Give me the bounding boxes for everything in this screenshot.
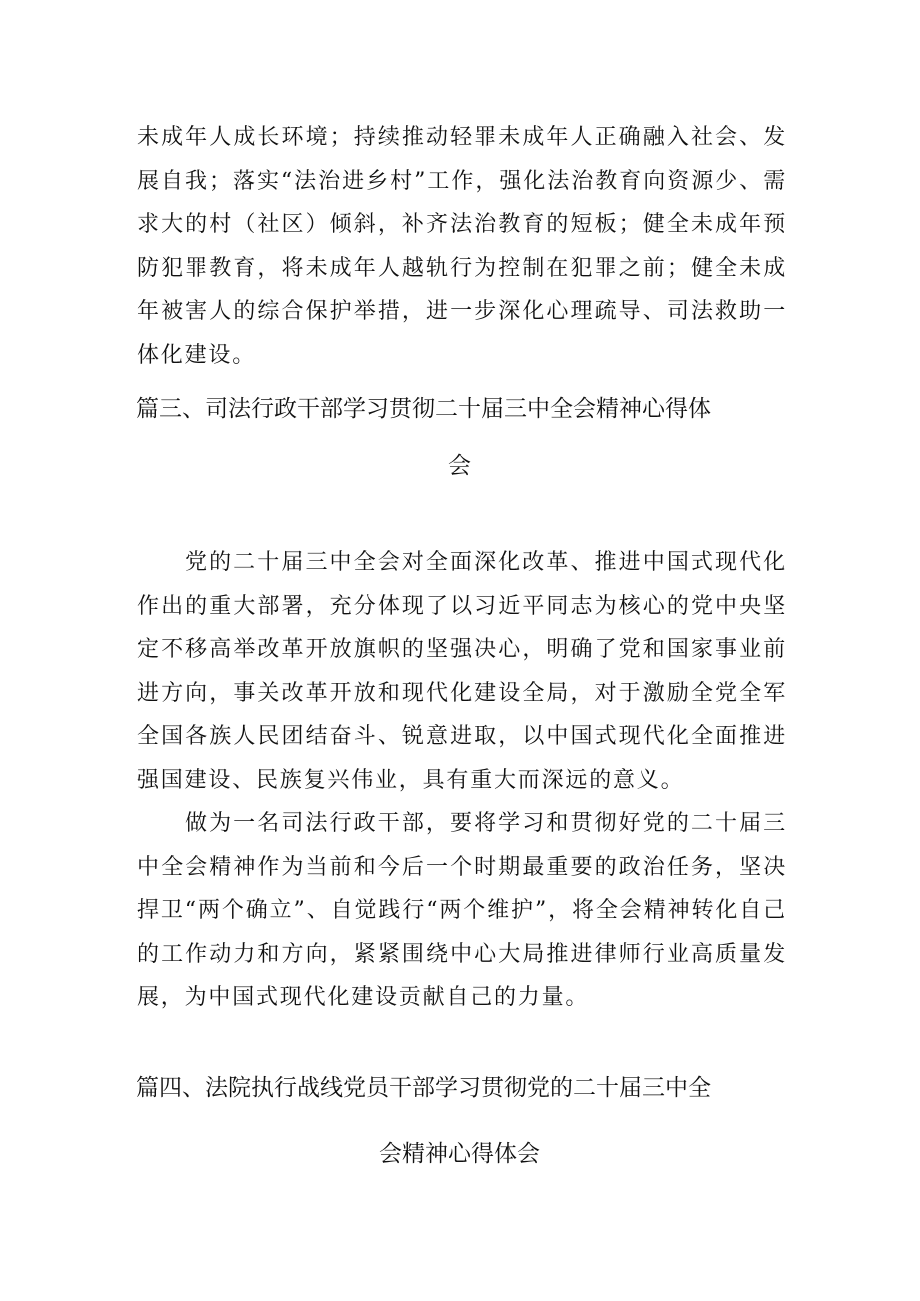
body-paragraph-cadre-responsibility: 做为一名司法行政干部，要将学习和贯彻好党的二十届三中全会精神作为当前和今后一个时期最重要的政治任务，坚决捍卫“两个确立”、自觉践行“两个维护”，将全会精神转化自己的工作动力和方向，紧紧围绕中心大局推进律师行业高质量发展，为中国式现代化建设贡献自己的力量。 [137,811,787,1010]
body-paragraph-juvenile-protection: 未成年人成长环境；持续推动轻罪未成年人正确融入社会、发展自我；落实“法治进乡村”工作，强化法治教育向资源少、需求大的村（社区）倾斜，补齐法治教育的短板；健全未成年预防犯罪教育，将未成年人越轨行为控制在犯罪之前；健全未成年被害人的综合保护举措，进一步深化心理疏导、司法救助一体化建设。 [137,125,787,368]
section-heading-part4-line2: 会精神心得体会 [379,1141,540,1167]
section-heading-part4-line1: 篇四、法院执行战线党员干部学习贯彻党的二十届三中全 [136,1075,711,1101]
body-paragraph-plenum-significance: 党的二十届三中全会对全面深化改革、推进中国式现代化作出的重大部署，充分体现了以习近平同志为核心的党中央坚定不移高举改革开放旗帜的坚强决心，明确了党和国家事业前进方向，事关改革开放和现代化建设全局，对于激励全党全军全国各族人民团结奋斗、锐意进取，以中国式现代化全面推进强国建设、民族复兴伟业，具有重大而深远的意义。 [137,550,787,793]
section-heading-part3-line2: 会 [448,453,471,479]
section-heading-part3-line1: 篇三、司法行政干部学习贯彻二十届三中全会精神心得体 [136,396,711,422]
